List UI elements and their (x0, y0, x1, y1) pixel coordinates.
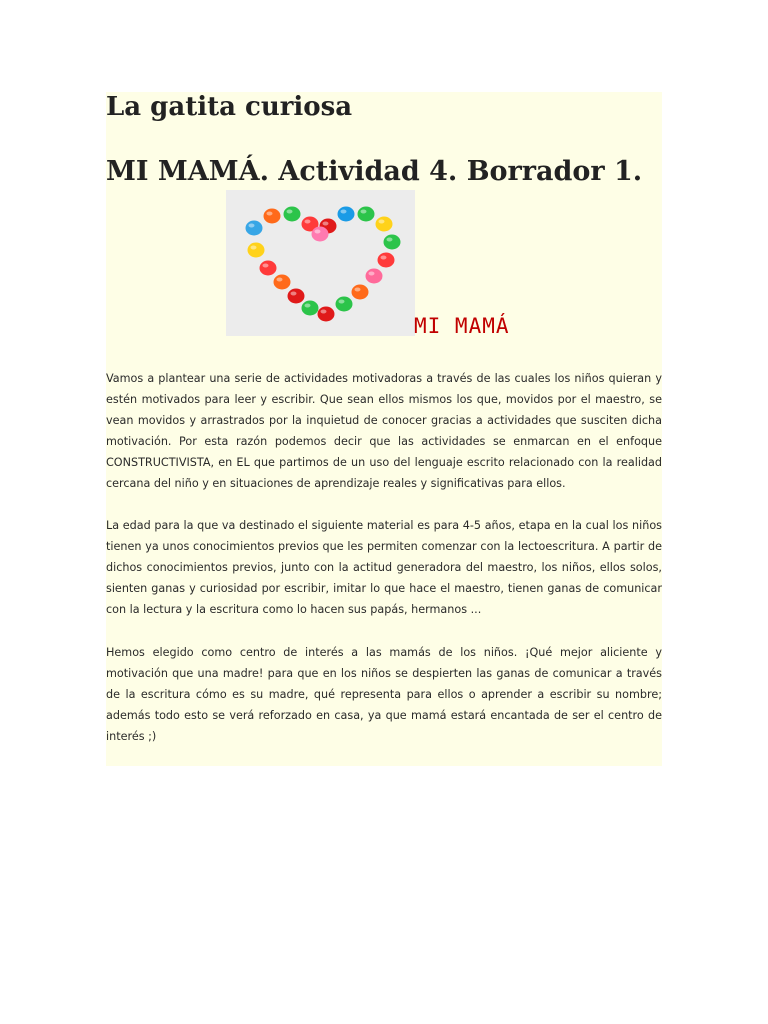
candy-highlight (315, 230, 321, 234)
candy-highlight (369, 272, 375, 276)
candy-highlight (355, 288, 361, 292)
candy (246, 221, 263, 236)
candy (248, 243, 265, 258)
candy-highlight (263, 264, 269, 268)
candy-highlight (287, 210, 293, 214)
candy (366, 269, 383, 284)
candy (302, 301, 319, 316)
candy (352, 285, 369, 300)
candy-highlight (341, 210, 347, 214)
candy (318, 307, 335, 322)
candy (384, 235, 401, 250)
candy (338, 207, 355, 222)
candy-highlight (361, 210, 367, 214)
candy (288, 289, 305, 304)
candy-highlight (387, 238, 393, 242)
candy-highlight (381, 256, 387, 260)
candy-highlight (323, 222, 329, 226)
paragraph-1: Vamos a plantear una serie de actividades motivadoras a través de las cuales los niños quieran y estén motivados para leer y escribir. Que sean ellos mismos los que, movidos por el maestro, se vean movidos y arrastrados por la inquietud de conocer gracias a actividades que susciten dicha motivación. Por esta razón podemos decir que las actividades se enmarcan en el enfoque CONSTRUCTIVISTA, en EL que partimos de un uso del lenguaje escrito relacionado con la realidad cercana del niño y en situaciones de aprendizaje reales y significativas para ellos. (106, 372, 662, 490)
paragraph-2: La edad para la que va destinado el siguiente material es para 4-5 años, etapa en la cual los niños tienen ya unos conocimientos previos que les permiten comenzar con la lectoescritura. A partir de dichos conocimientos previos, junto con la actitud generadora del maestro, los niños, ellos solos, sienten ganas y curiosidad por escribir, imitar lo que hace el maestro, tienen ganas de comunicar con la lectura y la escritura como lo hacen sus papás, hermanos ... (106, 519, 662, 616)
paragraph-3: Hemos elegido como centro de interés a las mamás de los niños. ¡Qué mejor aliciente y motivación que una madre! para que en los niños se despierten las ganas de comunicar a través de la escritura cómo es su madre, qué representa para ellos o aprender a escribir su nombre; además todo esto se verá reforzado en casa, ya que mamá estará encantada de ser el centro de interés ;) (106, 646, 662, 743)
candy-highlight (251, 246, 257, 250)
candy (274, 275, 291, 290)
candy (260, 261, 277, 276)
candy (336, 297, 353, 312)
candy-highlight (267, 212, 273, 216)
candy-highlight (379, 220, 385, 224)
candy-highlight (305, 220, 311, 224)
candy-highlight (249, 224, 255, 228)
candy (264, 209, 281, 224)
candy-highlight (277, 278, 283, 282)
candy (312, 227, 329, 242)
blog-title[interactable]: La gatita curiosa (106, 92, 353, 122)
image-caption: MI MAMÁ (414, 314, 510, 338)
candy (358, 207, 375, 222)
candy (284, 207, 301, 222)
candy-highlight (339, 300, 345, 304)
blog-post (106, 92, 662, 766)
candy-highlight (291, 292, 297, 296)
candy-highlight (321, 310, 327, 314)
candy-highlight (305, 304, 311, 308)
candy-heart-icon (226, 190, 415, 336)
candy-heart-image (226, 190, 415, 336)
candy (378, 253, 395, 268)
post-title[interactable]: MI MAMÁ. Actividad 4. Borrador 1. (106, 156, 643, 187)
candy (376, 217, 393, 232)
